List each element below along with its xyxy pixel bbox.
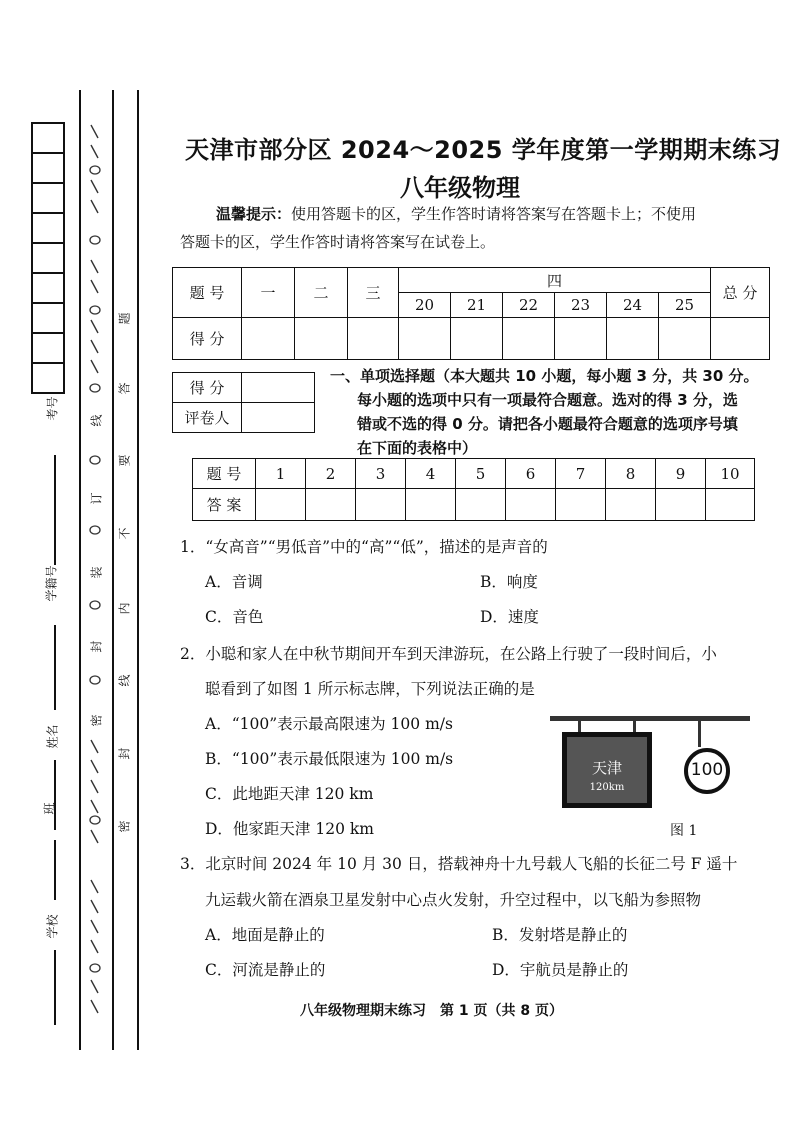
figure-1-caption: 图 1: [670, 823, 698, 839]
question-3-stem: 3．北京时间 2024 年 10 月 30 日，搭载神舟十九号载人飞船的长征二号 F 遥十: [180, 855, 738, 873]
score-col-1: 一: [242, 268, 295, 318]
seal-word-feng: 封: [89, 640, 104, 653]
answer-num: 9: [656, 459, 706, 489]
seal-right-mi: 密: [117, 820, 132, 833]
score-col-total: 总 分: [711, 268, 770, 318]
question-1-option-a[interactable]: A．音调: [205, 573, 263, 591]
question-1-option-d[interactable]: D．速度: [480, 608, 539, 626]
answer-table: [192, 458, 755, 521]
answer-num: 6: [506, 459, 556, 489]
answer-num: 7: [556, 459, 606, 489]
score-col-4-item: 20: [399, 293, 451, 318]
score-cell[interactable]: [295, 318, 348, 360]
score-cell[interactable]: [711, 318, 770, 360]
answer-cell[interactable]: [606, 489, 656, 521]
question-1-option-b[interactable]: B．响度: [480, 573, 538, 591]
section1-line3: 错或不选的得 0 分。请把各小题最符合题意的选项序号填: [357, 415, 738, 433]
binding-line-3: [137, 90, 139, 1050]
name-field[interactable]: [54, 760, 56, 830]
score-cell[interactable]: [503, 318, 555, 360]
class-field[interactable]: [54, 840, 56, 900]
answer-num: 2: [306, 459, 356, 489]
exam-number-grid[interactable]: [31, 122, 65, 394]
student-id-field[interactable]: [54, 625, 56, 710]
seal-right-ti: 题: [117, 312, 132, 325]
section1-instructions: [330, 364, 770, 460]
score-table: [172, 267, 770, 360]
binding-line-1: [79, 90, 81, 1050]
tip-text-2: 答题卡的区，学生作答时请将答案写在试卷上。: [180, 233, 496, 251]
question-3-option-c[interactable]: C．河流是静止的: [205, 961, 326, 979]
school-field[interactable]: [54, 950, 56, 1025]
page-title: 天津市部分区 2024～2025 学年度第一学期期末练习: [185, 136, 782, 164]
seal-right-xian: 线: [117, 674, 132, 687]
question-2-option-a[interactable]: A．“100”表示最高限速为 100 m/s: [205, 715, 453, 733]
seal-right-nei: 内: [117, 602, 132, 615]
question-1-stem: 1．“女高音”“男低音”中的“高”“低”，描述的是声音的: [180, 538, 548, 556]
score-cell[interactable]: [607, 318, 659, 360]
sign-destination: 天津: [591, 759, 622, 777]
question-2-stem-2: 聪看到了如图 1 所示标志牌，下列说法正确的是: [205, 680, 535, 698]
answer-cell[interactable]: [556, 489, 606, 521]
answer-cell[interactable]: [506, 489, 556, 521]
question-2-stem: 2．小聪和家人在中秋节期间开车到天津游玩，在公路上行驶了一段时间后，小: [180, 645, 717, 663]
score-col-4-item: 23: [555, 293, 607, 318]
section1-heading: 一、单项选择题（本大题共 10 小题，每小题 3 分，共 30 分。: [330, 367, 759, 385]
speed-limit-value: 100: [690, 760, 724, 780]
seal-right-bu: 不: [117, 527, 132, 540]
page-footer: 八年级物理期末练习 第 1 页（共 8 页）: [300, 1003, 563, 1019]
seal-word-ding: 订: [89, 492, 104, 505]
answer-num: 1: [256, 459, 306, 489]
label-class: 班: [42, 802, 57, 815]
score-col-4-item: 24: [607, 293, 659, 318]
answer-num: 4: [406, 459, 456, 489]
grader-score-cell[interactable]: [242, 373, 315, 403]
score-col-2: 二: [295, 268, 348, 318]
question-3-stem-2: 九运载火箭在酒泉卫星发射中心点火发射，升空过程中，以飞船为参照物: [205, 891, 702, 909]
grader-name-cell[interactable]: [242, 403, 315, 433]
seal-right-feng: 封: [117, 747, 132, 760]
answer-cell[interactable]: [656, 489, 706, 521]
answer-num: 5: [456, 459, 506, 489]
score-cell[interactable]: [659, 318, 711, 360]
score-col-4-item: 22: [503, 293, 555, 318]
answer-cell[interactable]: [406, 489, 456, 521]
score-col-4-item: 21: [451, 293, 503, 318]
seal-right-da: 答: [117, 382, 132, 395]
score-cell[interactable]: [348, 318, 399, 360]
question-2-option-d[interactable]: D．他家距天津 120 km: [205, 820, 374, 838]
grader-name-label: 评卷人: [173, 403, 242, 433]
question-1-option-c[interactable]: C．音色: [205, 608, 264, 626]
answer-num: 3: [356, 459, 406, 489]
label-student-id: 学籍号: [44, 565, 59, 602]
binding-line-2: [112, 90, 114, 1050]
score-cell[interactable]: [555, 318, 607, 360]
exam-number-field[interactable]: [54, 455, 56, 565]
score-cell[interactable]: [399, 318, 451, 360]
sign-distance: 120km: [589, 782, 625, 793]
score-col-3: 三: [348, 268, 399, 318]
score-table-header-label: 题 号: [173, 268, 242, 318]
page-subtitle: 八年级物理: [400, 174, 520, 202]
question-2-option-b[interactable]: B．“100”表示最低限速为 100 m/s: [205, 750, 454, 768]
question-3-option-b[interactable]: B．发射塔是静止的: [492, 926, 628, 944]
question-3-option-d[interactable]: D．宇航员是静止的: [492, 961, 629, 979]
answer-table-answer-label: 答 案: [193, 489, 256, 521]
seal-word-line: 线: [89, 414, 104, 427]
question-3-option-a[interactable]: A．地面是静止的: [205, 926, 325, 944]
score-col-4-item: 25: [659, 293, 711, 318]
tip-text-1: 使用答题卡的区，学生作答时请将答案写在答题卡上；不使用: [291, 205, 697, 223]
label-school: 学校: [45, 914, 60, 939]
answer-cell[interactable]: [256, 489, 306, 521]
answer-cell[interactable]: [356, 489, 406, 521]
answer-cell[interactable]: [706, 489, 755, 521]
section1-line2: 每小题的选项中只有一项最符合题意。选对的得 3 分，选: [357, 391, 738, 409]
answer-table-num-label: 题 号: [193, 459, 256, 489]
seal-word-mi: 密: [89, 714, 104, 727]
score-cell[interactable]: [451, 318, 503, 360]
score-cell[interactable]: [242, 318, 295, 360]
section1-line4: 在下面的表格中）: [357, 439, 478, 457]
answer-cell[interactable]: [306, 489, 356, 521]
grader-score-label: 得 分: [173, 373, 242, 403]
figure-1: [548, 712, 758, 822]
tip-line-1: [180, 200, 760, 228]
label-name: 姓名: [45, 724, 60, 749]
answer-num: 8: [606, 459, 656, 489]
seal-word-zhuang: 装: [89, 566, 104, 579]
answer-cell[interactable]: [456, 489, 506, 521]
score-col-4: 四: [399, 268, 711, 293]
score-row-label: 得 分: [173, 318, 242, 360]
seal-right-yao: 要: [117, 454, 132, 467]
tip-label: 温馨提示：: [216, 205, 292, 223]
answer-num: 10: [706, 459, 755, 489]
label-exam-number: 考号: [45, 396, 60, 421]
question-2-option-c[interactable]: C．此地距天津 120 km: [205, 785, 374, 803]
grader-table: [172, 372, 315, 433]
